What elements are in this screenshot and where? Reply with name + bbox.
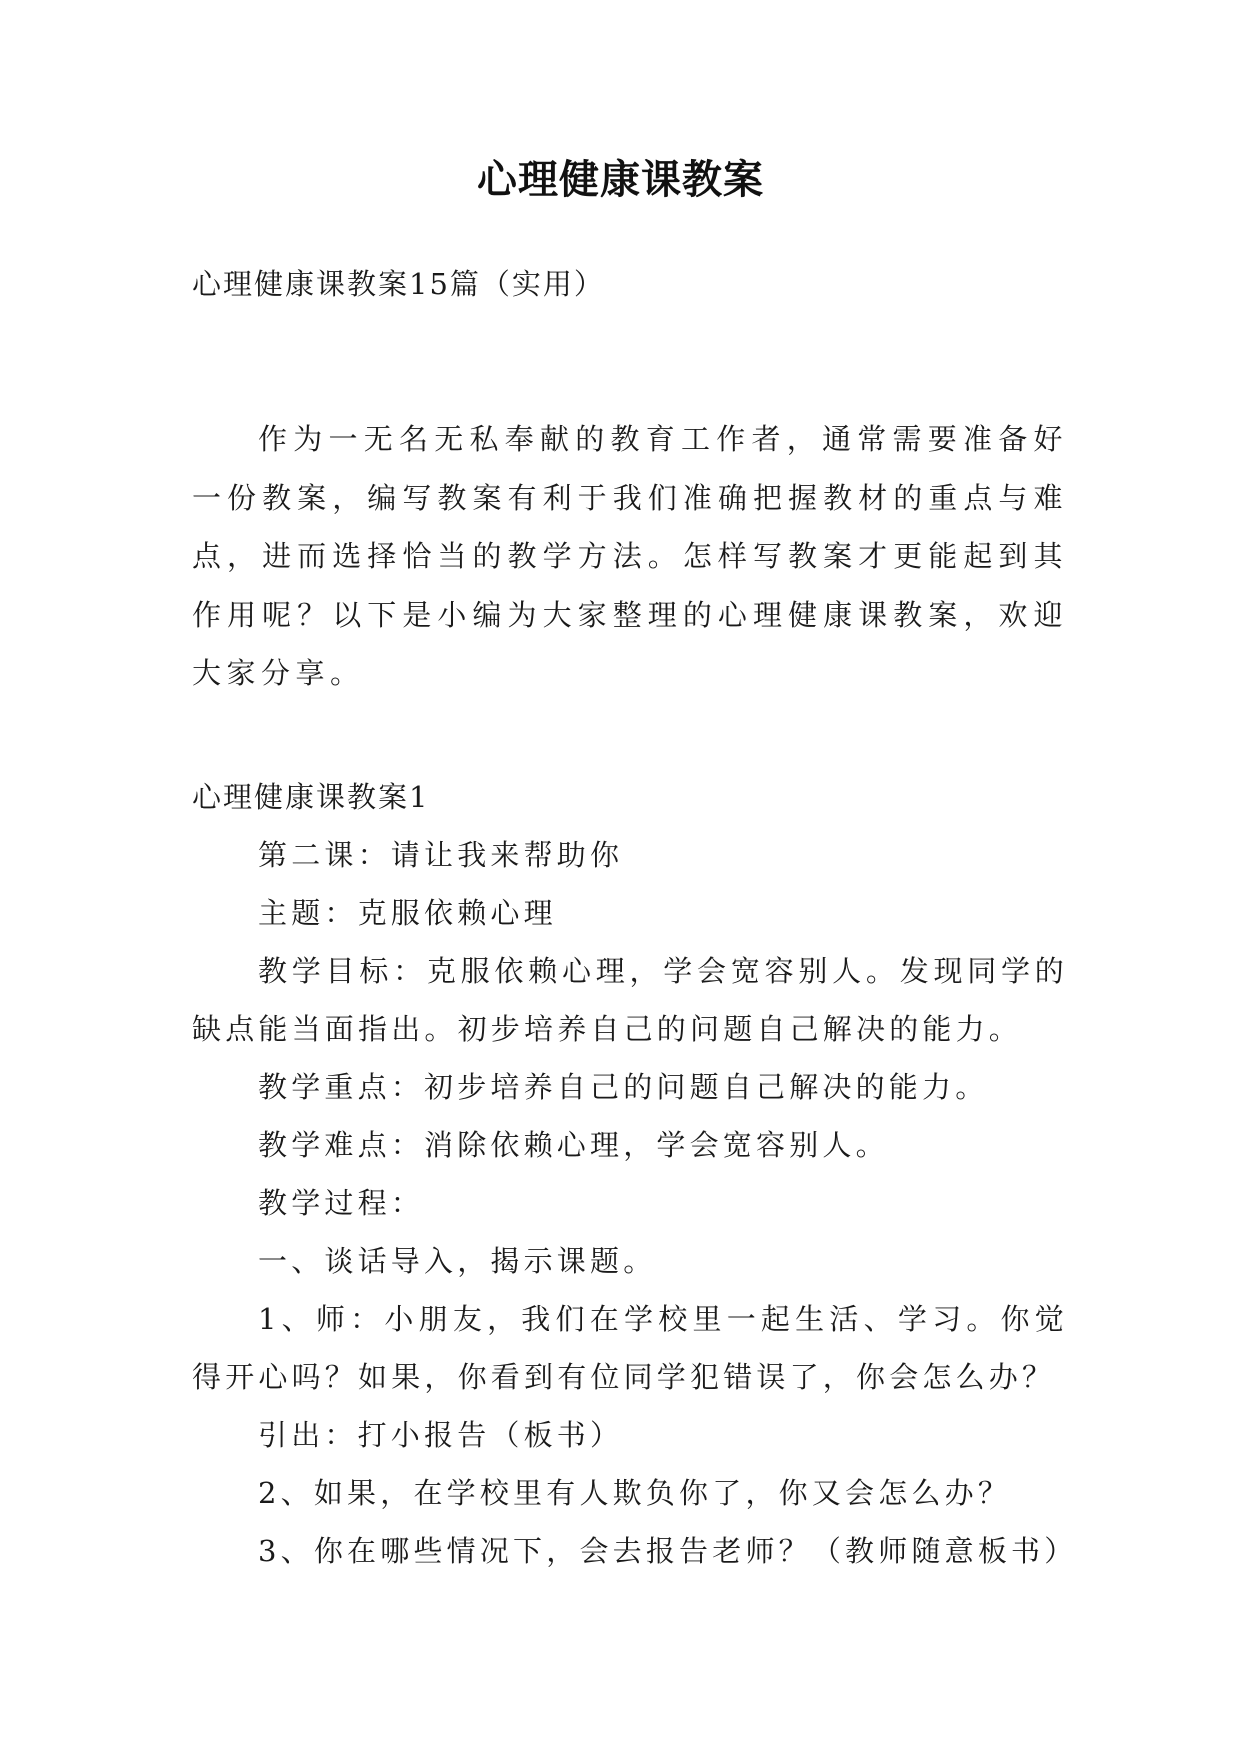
paragraph-lead-out: 引出：打小报告（板书）	[258, 1418, 624, 1452]
section-heading: 心理健康课教案1	[192, 780, 430, 814]
paragraph-lesson-name: 第二课：请让我来帮助你	[258, 838, 624, 872]
paragraph-item-2: 2、如果，在学校里有人欺负你了，你又会怎么办？	[258, 1476, 1012, 1510]
paragraph-item-1: 1、师：小朋友，我们在学校里一起生活、学习。你觉得开心吗？如果，你看到有位同学犯错误了，你会怎么办？	[192, 1302, 1068, 1394]
paragraph-difficulty: 教学难点：消除依赖心理，学会宽容别人。	[258, 1128, 889, 1162]
paragraph-key-point: 教学重点：初步培养自己的问题自己解决的能力。	[258, 1070, 989, 1104]
document-subtitle: 心理健康课教案15篇（实用）	[192, 267, 605, 301]
lesson-content	[192, 768, 1078, 1580]
paragraph-process-heading: 教学过程：	[258, 1186, 425, 1220]
document-title: 心理健康课教案	[477, 157, 764, 203]
paragraph-item-3: 3、你在哪些情况下，会去报告老师？（教师随意板书）	[258, 1534, 1078, 1568]
paragraph-theme: 主题：克服依赖心理	[258, 896, 557, 930]
paragraph-step-one: 一、谈话导入，揭示课题。	[258, 1244, 657, 1278]
intro-paragraph: 作为一无名无私奉献的教育工作者，通常需要准备好一份教案，编写教案有利于我们准确把握教材的重点与难点，进而选择恰当的教学方法。怎样写教案才更能起到其作用呢？以下是小编为大家整理的心理健康课教案，欢迎大家分享。	[192, 422, 1068, 690]
paragraph-teaching-goal: 教学目标：克服依赖心理，学会宽容别人。发现同学的缺点能当面指出。初步培养自己的问题自己解决的能力。	[192, 954, 1068, 1046]
